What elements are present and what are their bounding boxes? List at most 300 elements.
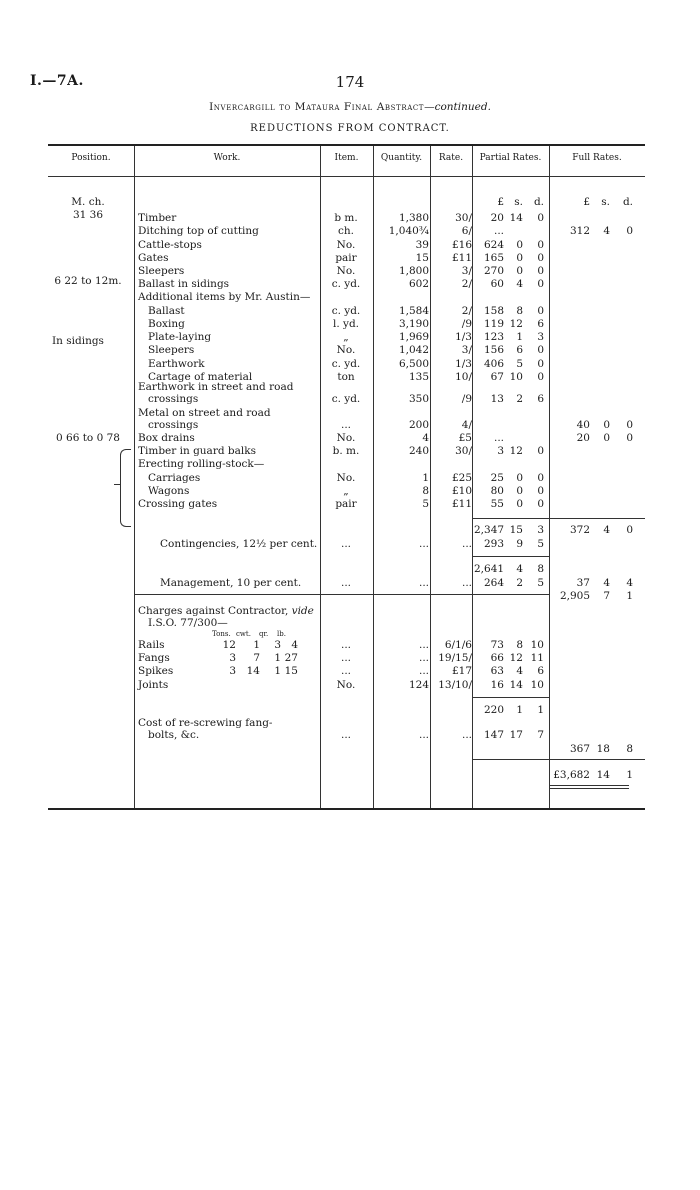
partial-pence-sign: d. bbox=[533, 196, 544, 208]
table-row bbox=[48, 419, 645, 431]
row-rate: 19/15/ bbox=[438, 652, 472, 664]
row-rate: 30/ bbox=[455, 212, 472, 224]
row-item: ... bbox=[340, 419, 351, 431]
sub2-partial-pounds: 2,641 bbox=[474, 563, 505, 575]
row-partial-shillings: 0 bbox=[516, 485, 523, 497]
row-quantity: ... bbox=[418, 639, 429, 651]
row-rate: ... bbox=[461, 577, 472, 589]
charge-work: Rails bbox=[138, 639, 165, 651]
row-quantity: 124 bbox=[408, 679, 429, 691]
charge-row bbox=[48, 679, 645, 691]
grand-total-row bbox=[48, 769, 645, 781]
row-partial-shillings: 12 bbox=[509, 445, 523, 457]
charges-total-shillings: 18 bbox=[596, 743, 610, 755]
double-rule bbox=[549, 788, 629, 789]
row-work: Wagons bbox=[148, 485, 190, 497]
row-quantity: 1,800 bbox=[398, 265, 429, 277]
row-rate: 30/ bbox=[455, 445, 472, 457]
subtotal-row bbox=[48, 563, 645, 575]
row-partial-pounds: 406 bbox=[483, 358, 504, 370]
row-work: Box drains bbox=[138, 432, 195, 444]
row-partial-pounds: 123 bbox=[483, 331, 504, 343]
table-row bbox=[48, 381, 645, 393]
row-partial-pence: 6 bbox=[537, 393, 544, 405]
mgmt-full-pence: 4 bbox=[626, 577, 633, 589]
page-subtitle: REDUCTIONS FROM CONTRACT. bbox=[250, 123, 450, 134]
table-row bbox=[48, 318, 645, 330]
subtotal-row bbox=[48, 590, 645, 602]
table-row bbox=[48, 498, 645, 510]
row-item: ... bbox=[340, 652, 351, 664]
table-row bbox=[48, 278, 645, 290]
total-rule bbox=[472, 759, 645, 760]
charge-row bbox=[48, 665, 645, 677]
row-partial-shillings: 6 bbox=[516, 344, 523, 356]
row-item: b m. bbox=[334, 212, 358, 224]
full-pence-sign: d. bbox=[622, 196, 633, 208]
rescrew-row bbox=[48, 729, 645, 741]
row-item: b. m. bbox=[332, 445, 360, 457]
charge-lb: 27 bbox=[284, 652, 298, 664]
row-rate: 2/ bbox=[461, 305, 472, 317]
row-item: c. yd. bbox=[331, 278, 361, 290]
row-rate: £11 bbox=[451, 252, 472, 264]
row-quantity: 5 bbox=[422, 498, 429, 510]
rescrew-pounds: 147 bbox=[483, 729, 504, 741]
row-item: c. yd. bbox=[331, 305, 361, 317]
row-work: crossings bbox=[148, 419, 199, 431]
row-rate: /9 bbox=[461, 393, 472, 405]
row-partial-pounds: ... bbox=[493, 225, 504, 237]
row-partial-pounds: 25 bbox=[490, 472, 504, 484]
row-quantity: ... bbox=[418, 665, 429, 677]
table-row bbox=[48, 393, 645, 405]
row-partial-pounds: 624 bbox=[483, 239, 504, 251]
charge-work: Joints bbox=[138, 679, 169, 691]
row-rate: ... bbox=[461, 538, 472, 550]
row-rate: 3/ bbox=[461, 265, 472, 277]
weight-hdr-lb: lb. bbox=[277, 630, 286, 638]
row-work: Plate-laying bbox=[148, 331, 212, 343]
charges-reference: I.S.O. 77/300— bbox=[148, 617, 228, 629]
row-partial-pounds: 60 bbox=[490, 278, 504, 290]
in-sidings-brace-tip bbox=[114, 484, 120, 485]
header-rule bbox=[48, 176, 645, 177]
row-partial-pence: 0 bbox=[537, 305, 544, 317]
weight-hdr-tons: Tons. bbox=[212, 630, 231, 638]
row-work: Additional items by Mr. Austin— bbox=[138, 291, 311, 303]
subtotal-partial-pence: 3 bbox=[537, 524, 544, 536]
mgmt-partial-pence: 5 bbox=[537, 577, 544, 589]
row-rate: £11 bbox=[451, 498, 472, 510]
subtotal-partial-shillings: 15 bbox=[509, 524, 523, 536]
row-full-pounds: 20 bbox=[576, 432, 590, 444]
charges-sub-pence: 1 bbox=[537, 704, 544, 716]
row-partial-pence: 0 bbox=[537, 212, 544, 224]
charge-qr: 1 bbox=[274, 665, 281, 677]
row-quantity: 240 bbox=[408, 445, 429, 457]
row-partial-shillings: 0 bbox=[516, 498, 523, 510]
page-reference: I.—7A. bbox=[30, 73, 84, 89]
row-partial-pounds: 80 bbox=[490, 485, 504, 497]
row-partial-pence: 11 bbox=[530, 652, 544, 664]
rescrew-label: Cost of re-screwing fang- bbox=[138, 717, 273, 729]
double-rule bbox=[549, 785, 629, 786]
contingencies-label: Contingencies, 12½ per cent. bbox=[160, 538, 318, 550]
row-quantity: 3,190 bbox=[398, 318, 429, 330]
sub3-full-pounds: 2,905 bbox=[559, 590, 590, 602]
row-partial-pence: 6 bbox=[537, 318, 544, 330]
row-quantity: 1,040¾ bbox=[388, 225, 429, 237]
row-partial-pounds: 67 bbox=[490, 371, 504, 383]
sub2-partial-shillings: 4 bbox=[516, 563, 523, 575]
charges-label bbox=[138, 605, 316, 617]
row-item: ch. bbox=[338, 225, 354, 237]
row-full-pence: 0 bbox=[626, 419, 633, 431]
sub2-partial-pence: 8 bbox=[537, 563, 544, 575]
header-position: Position. bbox=[71, 153, 111, 163]
row-item: ton bbox=[337, 371, 355, 383]
row-partial-pounds: 20 bbox=[490, 212, 504, 224]
row-work: Gates bbox=[138, 252, 169, 264]
row-work: Ditching top of cutting bbox=[138, 225, 259, 237]
table-row bbox=[48, 407, 645, 419]
charge-tons: 12 bbox=[222, 639, 236, 651]
rescrew-label-2: bolts, &c. bbox=[148, 729, 200, 741]
row-full-shillings: 0 bbox=[603, 432, 610, 444]
full-shilling-sign: s. bbox=[601, 196, 610, 208]
position-in-sidings: In sidings bbox=[52, 335, 104, 347]
row-partial-pence: 0 bbox=[537, 239, 544, 251]
header-work: Work. bbox=[213, 153, 241, 163]
row-work: Carriages bbox=[148, 472, 201, 484]
charge-cwt: 7 bbox=[253, 652, 260, 664]
row-item: „ bbox=[343, 485, 349, 497]
row-item: l. yd. bbox=[332, 318, 360, 330]
charge-qr: 1 bbox=[274, 652, 281, 664]
table-row bbox=[48, 252, 645, 264]
row-rate: 10/ bbox=[455, 371, 472, 383]
table-row bbox=[48, 265, 645, 277]
charge-lb: 4 bbox=[291, 639, 298, 651]
row-item: ... bbox=[340, 538, 351, 550]
mgmt-partial-shillings: 2 bbox=[516, 577, 523, 589]
charge-cwt: 14 bbox=[246, 665, 260, 677]
charge-row bbox=[48, 652, 645, 664]
row-work: Earthwork bbox=[148, 358, 205, 370]
row-quantity: 1,584 bbox=[398, 305, 429, 317]
row-partial-pence: 0 bbox=[537, 498, 544, 510]
page-number: 174 bbox=[335, 73, 365, 91]
weight-hdr-cwt: cwt. bbox=[236, 630, 251, 638]
subtotal-row bbox=[48, 524, 645, 536]
row-rate: 6/ bbox=[461, 225, 472, 237]
row-quantity: 1,969 bbox=[398, 331, 429, 343]
partial-pound-sign: £ bbox=[497, 196, 504, 208]
header-rate: Rate. bbox=[438, 153, 464, 163]
row-quantity: 4 bbox=[422, 432, 429, 444]
row-rate: £25 bbox=[451, 472, 472, 484]
row-quantity: 1,042 bbox=[398, 344, 429, 356]
table-row bbox=[48, 291, 645, 303]
charges-total-pence: 8 bbox=[626, 743, 633, 755]
row-full-shillings: 0 bbox=[603, 419, 610, 431]
row-item: c. yd. bbox=[331, 358, 361, 370]
charges-sub-shillings: 1 bbox=[516, 704, 523, 716]
cont-partial-pounds: 293 bbox=[483, 538, 504, 550]
row-item: No. bbox=[336, 432, 356, 444]
rescrew-row bbox=[48, 717, 645, 729]
title-suffix: —continued. bbox=[424, 101, 491, 113]
row-partial-shillings: 8 bbox=[516, 305, 523, 317]
position-31-36: 31 36 bbox=[72, 209, 104, 221]
header-partial-rates: Partial Rates. bbox=[479, 153, 542, 163]
rescrew-shillings: 17 bbox=[509, 729, 523, 741]
table-row bbox=[48, 472, 645, 484]
row-work: Earthwork in street and road bbox=[138, 381, 294, 393]
row-item: pair bbox=[335, 498, 357, 510]
row-work: Erecting rolling-stock— bbox=[138, 458, 265, 470]
row-quantity: ... bbox=[418, 729, 429, 741]
charges-header-row bbox=[48, 605, 645, 617]
row-full-pounds: 40 bbox=[576, 419, 590, 431]
row-partial-pounds: 13 bbox=[490, 393, 504, 405]
row-partial-shillings: 4 bbox=[516, 665, 523, 677]
row-partial-shillings: 0 bbox=[516, 252, 523, 264]
row-partial-pence: 0 bbox=[537, 472, 544, 484]
position-6-22: 6 22 to 12m. bbox=[54, 275, 122, 287]
row-partial-pounds: 55 bbox=[490, 498, 504, 510]
row-partial-shillings: 2 bbox=[516, 393, 523, 405]
row-partial-pence: 0 bbox=[537, 358, 544, 370]
charges-vide: vide bbox=[291, 605, 314, 617]
row-partial-shillings: 10 bbox=[509, 371, 523, 383]
row-full-shillings: 4 bbox=[603, 225, 610, 237]
subtotal-full-pence: 0 bbox=[626, 524, 633, 536]
row-work: Metal on street and road bbox=[138, 407, 271, 419]
row-rate: 1/3 bbox=[455, 331, 472, 343]
row-partial-pence: 0 bbox=[537, 371, 544, 383]
row-rate: 4/ bbox=[461, 419, 472, 431]
row-item: No. bbox=[336, 344, 356, 356]
contingencies-row bbox=[48, 538, 645, 550]
cont-partial-shillings: 9 bbox=[516, 538, 523, 550]
subtotal-full-pounds: 372 bbox=[569, 524, 590, 536]
row-quantity: ... bbox=[418, 538, 429, 550]
row-item: ... bbox=[340, 577, 351, 589]
row-work: Sleepers bbox=[148, 344, 195, 356]
row-work: Boxing bbox=[148, 318, 185, 330]
row-item: c. yd. bbox=[331, 393, 361, 405]
row-partial-pounds: 3 bbox=[497, 445, 504, 457]
rescrew-pence: 7 bbox=[537, 729, 544, 741]
header-quantity: Quantity. bbox=[380, 153, 423, 163]
row-item: „ bbox=[343, 331, 349, 343]
row-partial-shillings: 0 bbox=[516, 265, 523, 277]
table-row bbox=[48, 485, 645, 497]
row-item: No. bbox=[336, 239, 356, 251]
row-partial-pence: 0 bbox=[537, 265, 544, 277]
row-partial-pounds: 270 bbox=[483, 265, 504, 277]
subtotal-rule bbox=[472, 697, 549, 698]
row-item: ... bbox=[340, 639, 351, 651]
row-partial-pounds: ... bbox=[493, 432, 504, 444]
row-partial-pence: 0 bbox=[537, 278, 544, 290]
row-partial-pounds: 16 bbox=[490, 679, 504, 691]
row-work: Crossing gates bbox=[138, 498, 218, 510]
row-partial-pounds: 156 bbox=[483, 344, 504, 356]
sub3-full-shillings: 7 bbox=[603, 590, 610, 602]
row-partial-shillings: 4 bbox=[516, 278, 523, 290]
row-work: Cattle-stops bbox=[138, 239, 202, 251]
charges-total-pounds: 367 bbox=[569, 743, 590, 755]
row-full-pounds: 312 bbox=[569, 225, 590, 237]
row-rate: £17 bbox=[451, 665, 472, 677]
subtotal-row bbox=[48, 704, 645, 716]
row-partial-pounds: 119 bbox=[483, 318, 504, 330]
row-partial-shillings: 12 bbox=[509, 652, 523, 664]
row-quantity: 8 bbox=[422, 485, 429, 497]
row-partial-shillings: 14 bbox=[509, 679, 523, 691]
row-partial-pence: 0 bbox=[537, 445, 544, 457]
sub3-full-pence: 1 bbox=[626, 590, 633, 602]
row-quantity: 350 bbox=[408, 393, 429, 405]
row-partial-pence: 6 bbox=[537, 665, 544, 677]
charge-row bbox=[48, 639, 645, 651]
table-row bbox=[48, 432, 645, 444]
charge-work: Fangs bbox=[138, 652, 170, 664]
row-partial-shillings: 8 bbox=[516, 639, 523, 651]
abstract-table bbox=[48, 144, 645, 810]
page-title bbox=[0, 101, 700, 113]
subtotal-rule bbox=[472, 518, 645, 519]
charge-tons: 3 bbox=[229, 652, 236, 664]
mgmt-full-shillings: 4 bbox=[603, 577, 610, 589]
charges-header-row bbox=[48, 617, 645, 629]
row-rate: £5 bbox=[458, 432, 472, 444]
full-pound-sign: £ bbox=[583, 196, 590, 208]
position-0-66: 0 66 to 0 78 bbox=[56, 432, 120, 444]
row-work: Ballast bbox=[148, 305, 185, 317]
row-item: pair bbox=[335, 252, 357, 264]
table-row bbox=[48, 458, 645, 470]
partial-shilling-sign: s. bbox=[514, 196, 523, 208]
row-partial-pence: 0 bbox=[537, 344, 544, 356]
row-item: ... bbox=[340, 665, 351, 677]
grand-total-pounds: £3,682 bbox=[553, 769, 590, 781]
row-rate: /9 bbox=[461, 318, 472, 330]
title-main: Invercargill to Mataura Final Abstract bbox=[209, 101, 425, 113]
row-partial-shillings: 5 bbox=[516, 358, 523, 370]
row-quantity: 6,500 bbox=[398, 358, 429, 370]
row-full-pence: 0 bbox=[626, 432, 633, 444]
charges-sub-pounds: 220 bbox=[483, 704, 504, 716]
row-partial-pence: 3 bbox=[537, 331, 544, 343]
row-quantity: 1 bbox=[422, 472, 429, 484]
cont-partial-pence: 5 bbox=[537, 538, 544, 550]
row-item: No. bbox=[336, 472, 356, 484]
header-full-rates: Full Rates. bbox=[572, 153, 622, 163]
row-quantity: 1,380 bbox=[398, 212, 429, 224]
row-quantity: 200 bbox=[408, 419, 429, 431]
management-label: Management, 10 per cent. bbox=[160, 577, 302, 589]
row-quantity: 39 bbox=[415, 239, 429, 251]
row-quantity: 602 bbox=[408, 278, 429, 290]
table-row bbox=[48, 445, 645, 457]
position-mch: M. ch. bbox=[71, 196, 105, 208]
row-work: Cartage of material bbox=[148, 371, 253, 383]
row-full-pence: 0 bbox=[626, 225, 633, 237]
row-rate: 13/10/ bbox=[438, 679, 472, 691]
row-rate: ... bbox=[461, 729, 472, 741]
charge-work: Spikes bbox=[138, 665, 174, 677]
row-rate: 6/1/6 bbox=[444, 639, 472, 651]
charge-qr: 3 bbox=[274, 639, 281, 651]
row-work: crossings bbox=[148, 393, 199, 405]
row-rate: £10 bbox=[451, 485, 472, 497]
row-rate: 3/ bbox=[461, 344, 472, 356]
subtotal-full-shillings: 4 bbox=[603, 524, 610, 536]
row-partial-shillings: 1 bbox=[516, 331, 523, 343]
row-item: No. bbox=[336, 679, 356, 691]
row-partial-pounds: 165 bbox=[483, 252, 504, 264]
row-work: Sleepers bbox=[138, 265, 185, 277]
charge-tons: 3 bbox=[229, 665, 236, 677]
row-item: ... bbox=[340, 729, 351, 741]
header-item: Item. bbox=[334, 153, 359, 163]
management-row bbox=[48, 577, 645, 589]
table-row bbox=[48, 305, 645, 317]
row-partial-pence: 10 bbox=[530, 679, 544, 691]
table-row bbox=[48, 225, 645, 237]
row-partial-pounds: 73 bbox=[490, 639, 504, 651]
table-row bbox=[48, 344, 645, 356]
row-quantity: 15 bbox=[415, 252, 429, 264]
row-partial-shillings: 12 bbox=[509, 318, 523, 330]
row-partial-pounds: 158 bbox=[483, 305, 504, 317]
table-row bbox=[48, 358, 645, 370]
weight-hdr-qr: qr. bbox=[259, 630, 269, 638]
charges-label-text: Charges against Contractor, bbox=[138, 605, 289, 617]
row-work: Timber bbox=[138, 212, 177, 224]
row-quantity: ... bbox=[418, 577, 429, 589]
in-sidings-brace bbox=[120, 449, 131, 527]
row-partial-pence: 0 bbox=[537, 485, 544, 497]
subtotal-partial-pounds: 2,347 bbox=[474, 524, 505, 536]
charges-total-row bbox=[48, 743, 645, 755]
grand-total-shillings: 14 bbox=[596, 769, 610, 781]
row-work: Timber in guard balks bbox=[138, 445, 256, 457]
row-partial-pence: 0 bbox=[537, 252, 544, 264]
row-quantity: ... bbox=[418, 652, 429, 664]
mgmt-full-pounds: 37 bbox=[576, 577, 590, 589]
row-partial-shillings: 14 bbox=[509, 212, 523, 224]
mgmt-partial-pounds: 264 bbox=[483, 577, 504, 589]
unit-header-row bbox=[48, 196, 645, 208]
row-partial-pence: 10 bbox=[530, 639, 544, 651]
grand-total-pence: 1 bbox=[626, 769, 633, 781]
charge-cwt: 1 bbox=[253, 639, 260, 651]
row-rate: £16 bbox=[451, 239, 472, 251]
row-rate: 2/ bbox=[461, 278, 472, 290]
charge-lb: 15 bbox=[284, 665, 298, 677]
row-partial-shillings: 0 bbox=[516, 472, 523, 484]
subtotal-rule bbox=[472, 556, 549, 557]
table-row bbox=[48, 212, 645, 224]
row-item: No. bbox=[336, 265, 356, 277]
row-partial-shillings: 0 bbox=[516, 239, 523, 251]
table-row bbox=[48, 239, 645, 251]
